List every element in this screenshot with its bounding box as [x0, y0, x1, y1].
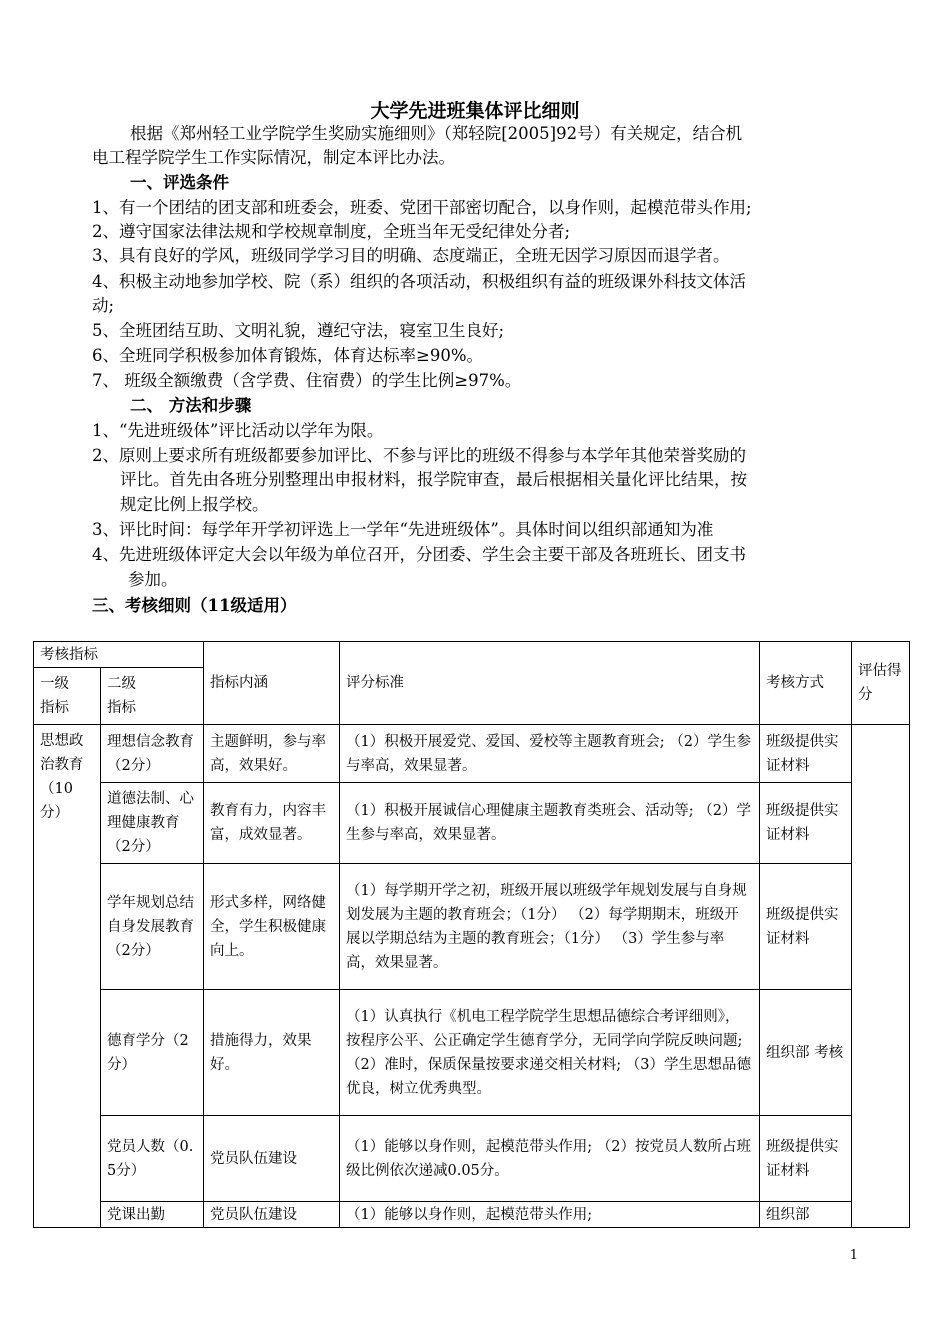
score-cell [852, 725, 910, 1228]
intro-line-2: 电工程学院学生工作实际情况，制定本评比办法。 [92, 148, 455, 167]
header-level1 [34, 668, 101, 725]
header-level1-line2: 指标 [40, 700, 69, 716]
table-row [34, 1116, 910, 1202]
section-2-item: 4、先进班级体评定大会以年级为单位召开，分团委、学生会主要干部及各班班长、团支书 [92, 545, 746, 564]
section-3-heading: 三、考核细则（11级适用） [92, 596, 297, 615]
criteria-cell: （1）能够以身作则，起模范带头作用; [340, 1202, 760, 1228]
method-cell: 组织部 考核 [760, 990, 852, 1116]
header-group-cell: 考核指标 [34, 642, 204, 668]
assessment-table [33, 641, 910, 1228]
header-level2 [101, 668, 204, 725]
content-cell: 党员队伍建设 [204, 1202, 340, 1228]
indicator-cell: 道德法制、心理健康教育（2分） [101, 783, 204, 864]
method-cell: 班级提供实证材料 [760, 725, 852, 783]
category-cell: 思想政治教育（10分） [34, 725, 101, 1228]
indicator-cell: 学年规划总结自身发展教育（2分） [101, 864, 204, 990]
content-cell: 教育有力，内容丰富，成效显著。 [204, 783, 340, 864]
criteria-cell: （1）每学期开学之初，班级开展以班级学年规划发展与自身规划发展为主题的教育班会；（1分） （2）每学期期末，班级开展以学期总结为主题的教育班会；（1分） （3）学生参与率高，效果显著。 [340, 864, 760, 990]
header-method: 考核方式 [760, 642, 852, 725]
section-2-item: 参加。 [128, 570, 178, 589]
page-number: 1 [849, 1248, 858, 1263]
section-1-item: 5、全班团结互助、文明礼貌，遵纪守法，寝室卫生良好; [92, 321, 505, 340]
header-level2-line2: 指标 [107, 700, 136, 716]
section-2-item: 2、原则上要求所有班级都要参加评比、不参与评比的班级不得参与本学年其他荣誉奖励的 [92, 446, 746, 465]
header-content: 指标内涵 [204, 642, 340, 725]
section-1-heading: 一、评选条件 [130, 173, 229, 192]
section-2-item: 规定比例上报学校。 [120, 495, 269, 514]
intro-line-1: 根据《郑州轻工业学院学生奖励实施细则》（郑轻院[2005]92号）有关规定，结合机 [130, 124, 743, 143]
section-1-item: 动; [92, 296, 115, 315]
section-1-item: 7、 班级全额缴费（含学费、住宿费）的学生比例≥97%。 [92, 371, 522, 390]
criteria-cell: （1）积极开展诚信心理健康主题教育类班会、活动等; （2）学生参与率高，效果显著。 [340, 783, 760, 864]
content-cell: 主题鲜明，参与率高，效果好。 [204, 725, 340, 783]
header-criteria: 评分标准 [340, 642, 760, 725]
content-cell: 党员队伍建设 [204, 1116, 340, 1202]
method-cell: 班级提供实证材料 [760, 864, 852, 990]
indicator-cell: 理想信念教育（2分） [101, 725, 204, 783]
content-cell: 措施得力，效果好。 [204, 990, 340, 1116]
table-row [34, 1202, 910, 1228]
table-row [34, 725, 910, 783]
method-cell: 组织部 [760, 1202, 852, 1228]
section-2-heading: 二、 方法和步骤 [130, 396, 252, 415]
method-cell: 班级提供实证材料 [760, 783, 852, 864]
header-level1-line1: 一级 [40, 676, 69, 692]
section-1-item: 3、具有良好的学风，班级同学学习目的明确、态度端正，全班无因学习原因而退学者。 [92, 246, 730, 265]
indicator-cell: 德育学分（2分） [101, 990, 204, 1116]
table-row [34, 864, 910, 990]
criteria-cell: （1）能够以身作则，起模范带头作用; （2）按党员人数所占班级比例依次递减0.05分。 [340, 1116, 760, 1202]
section-1-item: 4、积极主动地参加学校、院（系）组织的各项活动，积极组织有益的班级课外科技文体活 [92, 272, 746, 291]
criteria-cell: （1）认真执行《机电工程学院学生思想品德综合考评细则》，按程序公平、公正确定学生德育学分，无同学向学院反映问题; （2）准时，保质保量按要求递交相关材料; （3）学生思想品德优良，树立优秀典型。 [340, 990, 760, 1116]
table-row [34, 783, 910, 864]
section-2-item: 评比。首先由各班分别整理出申报材料，报学院审查，最后根据相关量化评比结果，按 [120, 470, 747, 489]
content-cell: 形式多样，网络健全，学生积极健康向上。 [204, 864, 340, 990]
header-level2-line1: 二级 [107, 676, 136, 692]
section-2-item: 1、“先进班级体”评比活动以学年为限。 [92, 421, 384, 440]
document-title: 大学先进班集体评比细则 [370, 100, 580, 122]
table-row [34, 990, 910, 1116]
header-score: 评估得分 [852, 642, 910, 725]
section-1-item: 6、全班同学积极参加体育锻炼，体育达标率≥90%。 [92, 346, 483, 365]
method-cell: 班级提供实证材料 [760, 1116, 852, 1202]
section-2-item: 3、评比时间：每学年开学初评选上一学年“先进班级体”。具体时间以组织部通知为准 [92, 520, 714, 539]
section-1-item: 1、有一个团结的团支部和班委会，班委、党团干部密切配合，以身作则，起模范带头作用; [92, 198, 752, 217]
section-1-item: 2、遵守国家法律法规和学校规章制度，全班当年无受纪律处分者; [92, 222, 571, 241]
criteria-cell: （1）积极开展爱党、爱国、爱校等主题教育班会; （2）学生参与率高，效果显著。 [340, 725, 760, 783]
indicator-cell: 党课出勤 [101, 1202, 204, 1228]
indicator-cell: 党员人数（0.5分） [101, 1116, 204, 1202]
